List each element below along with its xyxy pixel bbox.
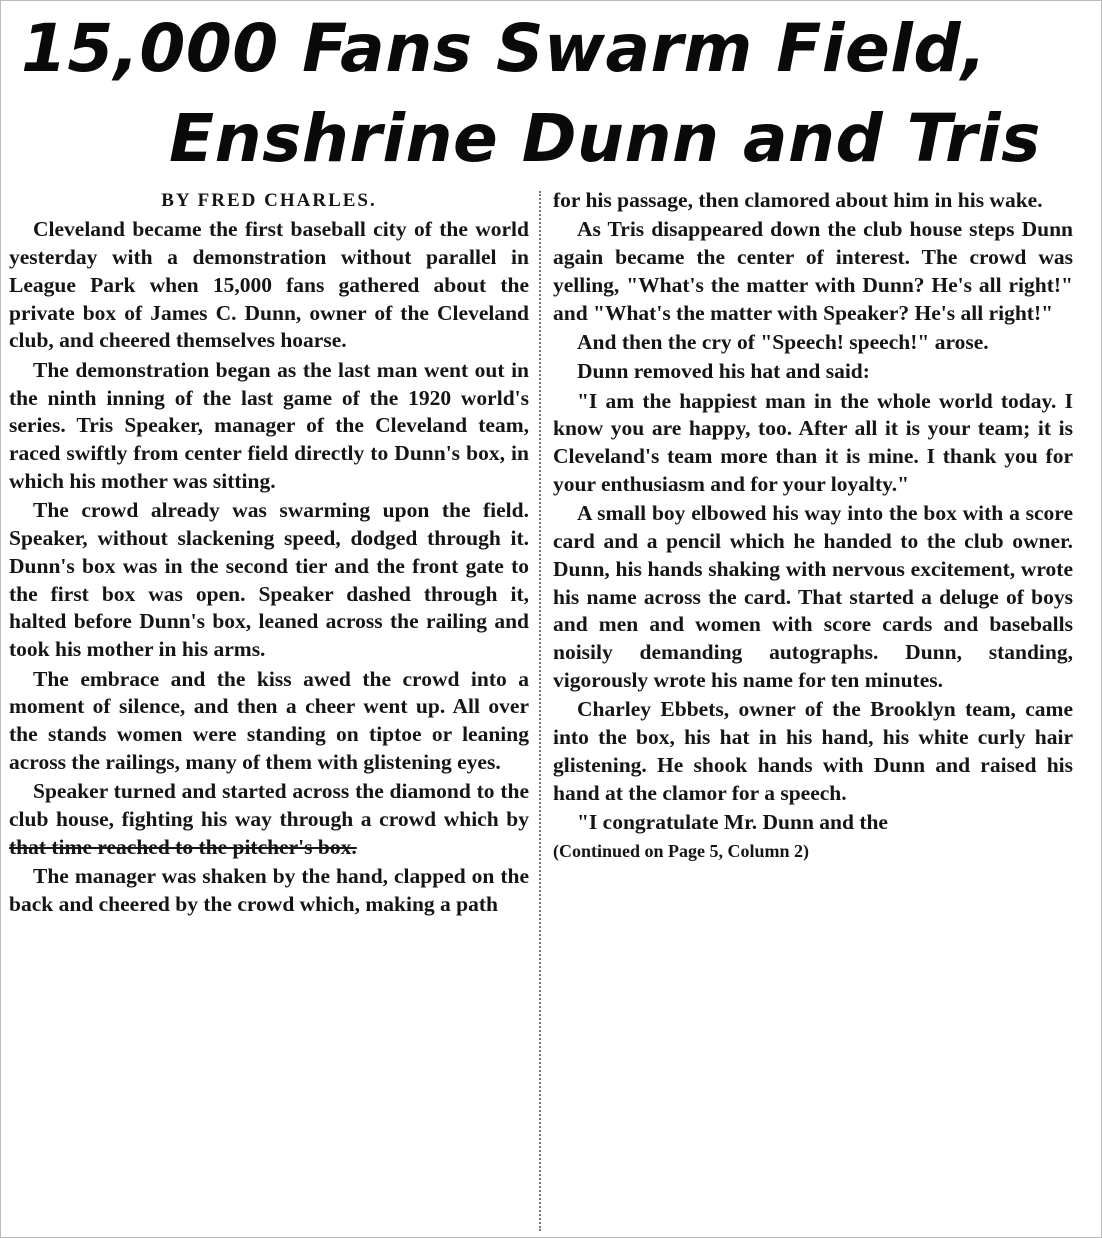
continued-note: (Continued on Page 5, Column 2) xyxy=(553,841,810,862)
paragraph: The manager was shaken by the hand, clapped on the back and cheered by the crowd which, making a path xyxy=(9,864,529,916)
left-column xyxy=(9,187,529,920)
paragraph: A small boy elbowed his way into the box with a score card and a pencil which he handed to the club owner. Dunn, his hands shaking with nervous excitement, wrote his name across the card. That started a deluge of boys and men and women with score cards and baseballs noisily demanding autographs. Dunn, standing, vigorously wrote his name for ten minutes. xyxy=(553,501,1073,693)
paragraph: "I am the happiest man in the whole world today. I know you are happy, too. After all it is your team; it is Cleveland's team more than it is mine. I thank you for your enthusiasm and for your loyalty." xyxy=(553,388,1073,496)
paragraph: Charley Ebbets, owner of the Brooklyn team, came into the box, his hat in his hand, his white curly hair glistening. He shook hands with Dunn and raised his hand at the clamor for a speech. xyxy=(553,697,1073,805)
paragraph: "I congratulate Mr. Dunn and the xyxy=(577,810,888,835)
paragraph: The crowd already was swarming upon the field. Speaker, without slackening speed, dodged through it. Dunn's box was in the second tier and the front gate to the first box was open. Speaker dashed through it, halted before Dunn's box, leaned across the railing and took his mother in his arms. xyxy=(9,498,529,662)
struck-through-text: that time reached to the pitcher's box. xyxy=(9,834,357,859)
column-divider xyxy=(539,191,541,1231)
paragraph: As Tris disappeared down the club house steps Dunn again became the center of interest. The crowd was yelling, "What's the matter with Dunn? He's all right!" and "What's the matter with Speaker? He's all right!" xyxy=(553,217,1073,325)
byline: BY FRED CHARLES. xyxy=(161,190,377,211)
paragraph: for his passage, then clamored about him in his wake. xyxy=(553,188,1043,212)
paragraph: And then the cry of "Speech! speech!" arose. xyxy=(577,329,989,354)
paragraph: Cleveland became the first baseball city of the world yesterday with a demonstration without parallel in League Park when 15,000 fans gathered about the private box of James C. Dunn, owner of the Cleveland club, and cheered themselves hoarse. xyxy=(9,217,529,353)
paragraph-text: Speaker turned and started across the diamond to the club house, fighting his way through a crowd which by xyxy=(9,779,529,832)
paragraph: The demonstration began as the last man went out in the ninth inning of the last game of the 1920 world's series. Tris Speaker, manager of the Cleveland team, raced swiftly from center field directly to Dunn's box, in which his mother was sitting. xyxy=(9,357,529,493)
right-column xyxy=(553,187,1073,868)
paragraph: The embrace and the kiss awed the crowd into a moment of silence, and then a cheer went up. All over the stands women were standing on tiptoe or leaning across the railings, many of them with glistening eyes. xyxy=(9,666,529,774)
paragraph xyxy=(9,778,529,861)
headline-line-1: 15,000 Fans Swarm Field, xyxy=(21,10,987,87)
paragraph: Dunn removed his hat and said: xyxy=(577,359,870,384)
headline-line-2: Enshrine Dunn and Tris xyxy=(169,100,1041,177)
